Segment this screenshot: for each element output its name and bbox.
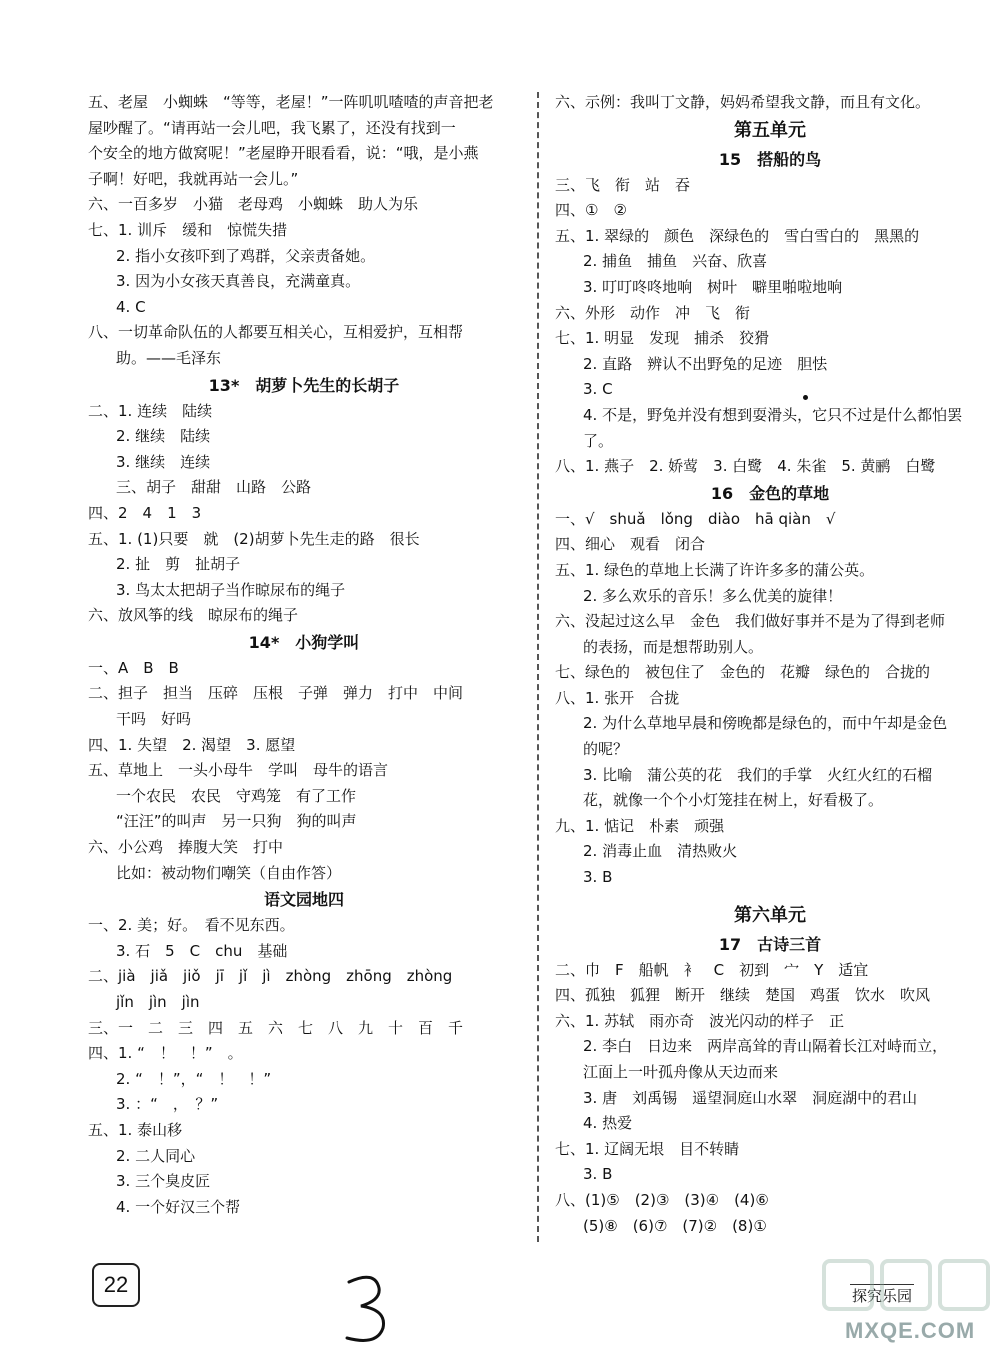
page-number: 22 — [92, 1263, 140, 1307]
answer-line: 3. 唐 刘禹锡 遥望洞庭山水翠 洞庭湖中的君山 — [583, 1088, 918, 1107]
answer-line: 六、放风筝的线 晾尿布的绳子 — [88, 606, 299, 625]
answer-line: 七、1. 明显 发现 捕杀 狡猾 — [555, 329, 770, 348]
answer-line: 五、1. 绿色的草地上长满了许许多多的蒲公英。 — [555, 560, 875, 579]
section-heading: 语文园地四 — [263, 890, 344, 910]
answer-line: 4. 不是，野兔并没有想到耍滑头，它只不过是什么都怕罢 — [583, 405, 963, 424]
series-label: 探究乐园 — [850, 1284, 914, 1306]
answer-line: 3. C — [583, 380, 613, 399]
answer-line: 屋吵醒了。“请再站一会儿吧，我飞累了，还没有找到一 — [88, 118, 456, 137]
answer-line: 4. C — [116, 297, 146, 316]
section-heading: 15 搭船的鸟 — [718, 149, 822, 169]
answer-line: 四、① ② — [555, 201, 627, 220]
answer-line: 2. “ ！”，“ ！ ！” — [116, 1069, 272, 1088]
answer-line: 六、没起过这么早 金色 我们做好事并不是为了得到老师 — [555, 612, 946, 631]
answer-line: 3. 比喻 蒲公英的花 我们的手掌 火红火红的石榴 — [583, 765, 933, 784]
answer-line: 五、老屋 小蜘蛛 “等等，老屋！”一阵叽叽喳喳的声音把老 — [88, 93, 494, 111]
answer-line: 2. 继续 陆续 — [116, 427, 211, 446]
section-heading: 17 古诗三首 — [718, 934, 822, 954]
answer-line: 花，就像一个个小灯笼挂在树上，好看极了。 — [583, 791, 884, 810]
answer-line: 二、担子 担当 压碎 压根 子弹 弹力 打中 中间 — [88, 684, 464, 703]
answer-line: 三、飞 衔 站 吞 — [555, 175, 691, 194]
answer-line: 3. B — [583, 868, 613, 887]
answer-line: 八、1. 燕子 2. 娇莺 3. 白鹭 4. 朱雀 5. 黄鹂 白鹭 — [555, 457, 936, 476]
spacer — [555, 891, 985, 901]
answer-line: 六、示例：我叫丁文静，妈妈希望我文静，而且有文化。 — [555, 93, 931, 111]
answer-line: 四、细心 观看 闭合 — [555, 535, 706, 554]
answer-line: 二、1. 连续 陆续 — [88, 401, 213, 420]
section-heading: 14* 小狗学叫 — [248, 632, 360, 652]
answer-line: 五、1. 泰山移 — [88, 1120, 183, 1139]
answer-line: 四、1. 失望 2. 渴望 3. 愿望 — [88, 735, 296, 754]
answer-line: 六、小公鸡 捧腹大笑 打中 — [88, 838, 284, 857]
answer-line: 三、一 二 三 四 五 六 七 八 九 十 百 千 — [88, 1018, 464, 1037]
answer-line: 2. 消毒止血 清热败火 — [583, 842, 738, 861]
answer-line: 2. 扯 剪 扯胡子 — [116, 555, 241, 574]
answer-line: 的呢？ — [583, 740, 629, 759]
section-heading: 第五单元 — [734, 119, 806, 141]
answer-line: 一、√ shuǎ lǒng diào hā qiàn √ — [555, 509, 836, 528]
answer-line: 七、1. 辽阔无垠 目不转睛 — [555, 1139, 740, 1158]
right-column — [555, 90, 985, 1239]
answer-line: 六、1. 苏轼 雨亦奇 波光闪动的样子 正 — [555, 1011, 845, 1030]
answer-line: 子啊！好吧，我就再站一会儿。” — [88, 169, 299, 188]
answer-line: 六、外形 动作 冲 飞 衔 — [555, 303, 751, 322]
section-heading: 16 金色的草地 — [710, 483, 830, 503]
answer-line: 七、绿色的 被包住了 金色的 花瓣 绿色的 合拢的 — [555, 663, 931, 682]
answer-line: 了。 — [583, 431, 614, 450]
column-divider — [537, 92, 539, 1242]
answer-line: 五、1. (1)只要 就 (2)胡萝卜先生走的路 很长 — [88, 529, 420, 548]
left-column — [88, 90, 520, 1220]
answer-line: 四、1. “ ！ ！” 。 — [88, 1044, 243, 1063]
ink-dot — [803, 395, 808, 400]
answer-line: 3. 三个臭皮匠 — [116, 1172, 211, 1191]
answer-line: 助。——毛泽东 — [116, 348, 222, 367]
answer-line: 2. 李白 日边来 两岸高耸的青山隔着长江对峙而立， — [583, 1037, 948, 1056]
answer-line: 3. 因为小女孩天真善良，充满童真。 — [116, 272, 361, 291]
answer-line: 3. 石 5 C chu 基础 — [116, 941, 288, 960]
answer-line: 一、A B B — [88, 658, 179, 677]
answer-line: 四、孤独 狐狸 断开 继续 楚国 鸡蛋 饮水 吹风 — [555, 986, 931, 1005]
answer-line: 八、(1)⑤ (2)③ (3)④ (4)⑥ — [555, 1190, 769, 1209]
answer-line: “汪汪”的叫声 另一只狗 狗的叫声 — [116, 812, 357, 831]
answer-line: 干吗 好吗 — [116, 710, 192, 729]
answer-line: 4. 一个好汉三个帮 — [116, 1197, 241, 1216]
answer-line: 一、2. 美；好。 看不见东西。 — [88, 916, 295, 935]
answer-line: 2. 二人同心 — [116, 1146, 196, 1165]
answer-line: 个安全的地方做窝呢！”老屋睁开眼看看，说：“哦，是小燕 — [88, 144, 479, 163]
answer-line: 三、胡子 甜甜 山路 公路 — [116, 478, 312, 497]
answer-line: 3. ：“ ， ？” — [116, 1095, 219, 1114]
answer-line: 四、2 4 1 3 — [88, 503, 202, 522]
answer-line: 3. 继续 连续 — [116, 452, 211, 471]
answer-line: 比如：被动物们嘲笑（自由作答） — [116, 863, 342, 882]
answer-line: 江面上一叶孤舟像从天边而来 — [583, 1063, 779, 1081]
answer-line: 3. B — [583, 1165, 613, 1184]
answer-line: jǐn jìn jìn — [116, 993, 200, 1011]
answer-line: 八、一切革命队伍的人都要互相关心，互相爱护，互相帮 — [88, 323, 464, 342]
answer-line: 3. 鸟太太把胡子当作晾尿布的绳子 — [116, 580, 346, 599]
answer-line: 七、1. 训斥 缓和 惊慌失措 — [88, 220, 288, 239]
answer-line: 一个农民 农民 守鸡笼 有了工作 — [116, 786, 357, 805]
answer-line: 六、一百多岁 小猫 老母鸡 小蜘蛛 助人为乐 — [88, 195, 419, 214]
watermark-text: MXQE.COM — [845, 1318, 976, 1343]
answer-line: 4. 热爱 — [583, 1114, 633, 1133]
answer-line: 3. 叮叮咚咚地响 树叶 噼里啪啦地响 — [583, 277, 843, 296]
answer-line: 二、巾 F 船帆 衤 C 初到 宀 Y 适宜 — [555, 960, 869, 979]
answer-line: 五、草地上 一头小母牛 学叫 母牛的语言 — [88, 761, 389, 780]
answer-line: 2. 直路 辨认不出野兔的足迹 胆怯 — [583, 354, 828, 373]
section-heading: 第六单元 — [734, 904, 806, 926]
answer-line: 2. 为什么草地早晨和傍晚都是绿色的，而中午却是金色 — [583, 714, 948, 733]
answer-line: 的表扬，而是想帮助别人。 — [583, 637, 764, 656]
answer-line: 八、1. 张开 合拢 — [555, 688, 680, 707]
answer-line: 2. 多么欢乐的音乐！多么优美的旋律！ — [583, 586, 843, 605]
answer-line: 五、1. 翠绿的 颜色 深绿色的 雪白雪白的 黑黑的 — [555, 226, 920, 245]
section-heading: 13* 胡萝卜先生的长胡子 — [208, 375, 400, 395]
handwritten-mark-3 — [335, 1268, 395, 1348]
answer-line: 2. 指小女孩吓到了鸡群，父亲责备她。 — [116, 246, 376, 265]
answer-line: (5)⑧ (6)⑦ (7)② (8)① — [583, 1216, 767, 1235]
answer-line: 二、jià jiǎ jiǒ jī jǐ jì zhòng zhōng zhòng — [88, 967, 453, 986]
answer-line: 2. 捕鱼 捕鱼 兴奋、欣喜 — [583, 252, 768, 271]
answer-line: 九、1. 惦记 朴素 顽强 — [555, 816, 725, 835]
